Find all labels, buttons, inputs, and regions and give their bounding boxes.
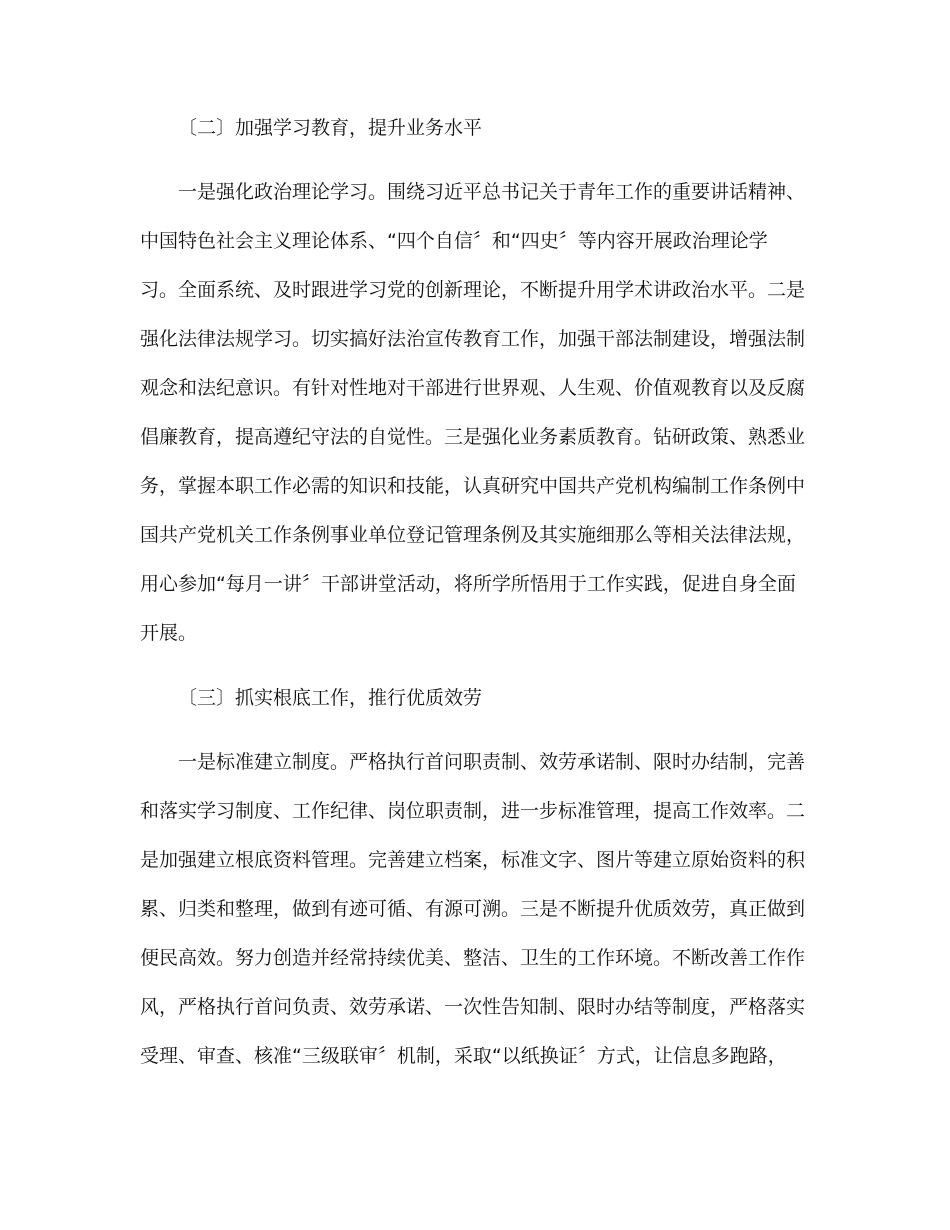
paragraph-line: 和落实学习制度、工作纪律、岗位职责制，进一步标准管理，提高工作效率。二: [140, 800, 806, 822]
paragraph-line: 用心参加“每月一讲〞干部讲堂活动，将所学所悟用于工作实践，促进自身全面: [140, 573, 796, 595]
paragraph-line: 中国特色社会主义理论体系、“四个自信〞和“四史〞等内容开展政治理论学: [140, 230, 768, 252]
paragraph-line: 务，掌握本职工作必需的知识和技能，认真研究中国共产党机构编制工作条例中: [140, 475, 806, 497]
section-heading: 〔二〕加强学习教育，提升业务水平: [178, 117, 483, 139]
paragraph-line: 一是标准建立制度。严格执行首问职责制、效劳承诺制、限时办结制，完善: [178, 751, 806, 773]
paragraph-line: 倡廉教育，提高遵纪守法的自觉性。三是强化业务素质教育。钻研政策、熟悉业: [140, 426, 806, 448]
paragraph-line: 开展。: [140, 622, 198, 644]
paragraph-line: 累、归类和整理，做到有迹可循、有源可溯。三是不断提升优质效劳，真正做到: [140, 898, 806, 920]
paragraph-line: 强化法律法规学习。切实搞好法治宣传教育工作，加强干部法制建设，增强法制: [140, 328, 806, 350]
paragraph-line: 国共产党机关工作条例事业单位登记管理条例及其实施细那么等相关法律法规，: [140, 524, 806, 546]
paragraph-line: 受理、审查、核准“三级联审〞机制，采取“以纸换证〞方式，让信息多跑路，: [140, 1045, 787, 1067]
paragraph-line: 习。全面系统、及时跟进学习党的创新理论，不断提升用学术讲政治水平。二是: [140, 279, 806, 301]
paragraph-line: 观念和法纪意识。有针对性地对干部进行世界观、人生观、价值观教育以及反腐: [140, 377, 806, 399]
paragraph-line: 一是强化政治理论学习。围绕习近平总书记关于青年工作的重要讲话精神、: [178, 181, 806, 203]
section-heading: 〔三〕抓实根底工作，推行优质效劳: [178, 687, 483, 709]
paragraph-line: 是加强建立根底资料管理。完善建立档案，标准文字、图片等建立原始资料的积: [140, 849, 806, 871]
paragraph-line: 便民高效。努力创造并经常持续优美、整洁、卫生的工作环境。不断改善工作作: [140, 947, 806, 969]
paragraph-line: 风，严格执行首问负责、效劳承诺、一次性告知制、限时办结等制度，严格落实: [140, 996, 806, 1018]
